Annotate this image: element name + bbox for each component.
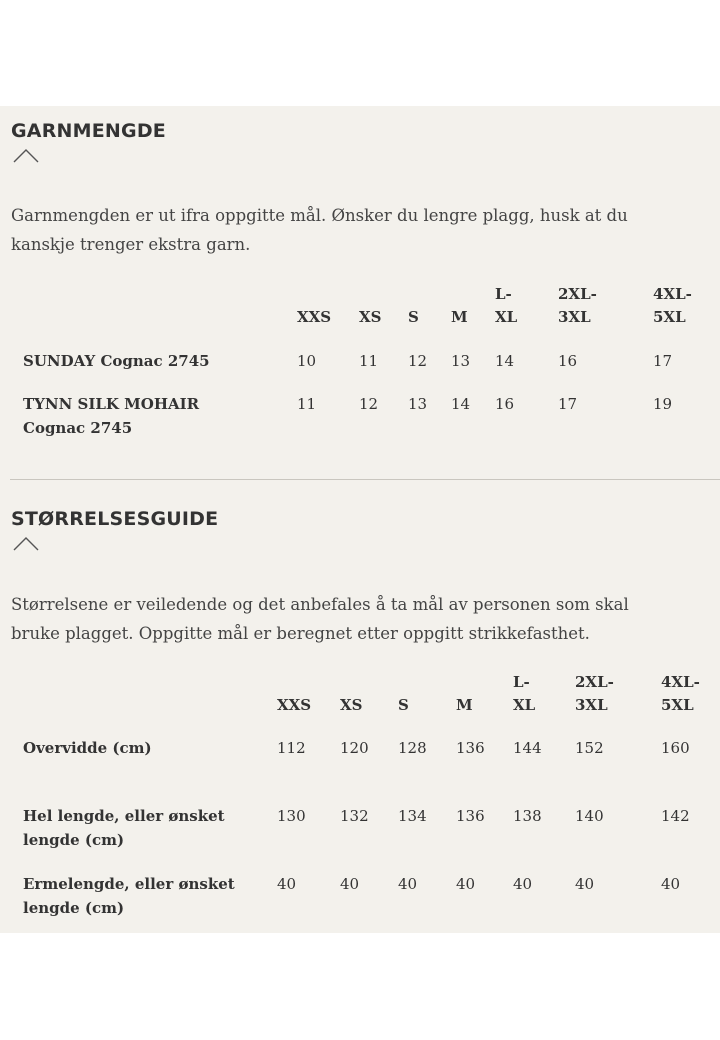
size-header: 4XL- bbox=[653, 285, 692, 303]
table-cell: 19 bbox=[653, 395, 673, 413]
table-cell: 40 bbox=[513, 875, 533, 893]
size-header: XXS bbox=[297, 308, 332, 326]
table-cell: 14 bbox=[495, 352, 515, 370]
row-label: Overvidde (cm) bbox=[23, 739, 152, 757]
sizeguide-description-line2: bruke plagget. Oppgitte mål er beregnet etter oppgitt strikkefasthet. bbox=[11, 624, 590, 643]
table-cell: 142 bbox=[661, 807, 690, 825]
table-cell: 160 bbox=[661, 739, 690, 757]
table-cell: 140 bbox=[575, 807, 604, 825]
table-cell: 11 bbox=[297, 395, 317, 413]
table-cell: 13 bbox=[451, 352, 471, 370]
table-cell: 130 bbox=[277, 807, 306, 825]
table-cell: 12 bbox=[359, 395, 379, 413]
chevron-up-icon[interactable] bbox=[12, 148, 40, 164]
size-header: XL bbox=[513, 696, 536, 714]
table-cell: 152 bbox=[575, 739, 604, 757]
table-cell: 40 bbox=[277, 875, 297, 893]
size-header: S bbox=[408, 308, 419, 326]
yarn-description-line1: Garnmengden er ut ifra oppgitte mål. Ønsker du lengre plagg, husk at du bbox=[11, 206, 628, 225]
table-cell: 120 bbox=[340, 739, 369, 757]
size-header: 5XL bbox=[653, 308, 686, 326]
row-label: lengde (cm) bbox=[23, 899, 125, 917]
size-header: 4XL- bbox=[661, 673, 700, 691]
row-label: Hel lengde, eller ønsket bbox=[23, 807, 225, 825]
table-cell: 144 bbox=[513, 739, 542, 757]
table-cell: 11 bbox=[359, 352, 379, 370]
section-divider bbox=[10, 479, 720, 480]
chevron-up-icon[interactable] bbox=[12, 536, 40, 552]
size-header: L- bbox=[513, 673, 530, 691]
size-header: XXS bbox=[277, 696, 312, 714]
table-cell: 10 bbox=[297, 352, 317, 370]
table-cell: 17 bbox=[558, 395, 578, 413]
table-cell: 136 bbox=[456, 739, 485, 757]
table-cell: 40 bbox=[456, 875, 476, 893]
table-cell: 134 bbox=[398, 807, 427, 825]
table-cell: 40 bbox=[661, 875, 681, 893]
size-header: XS bbox=[340, 696, 363, 714]
size-header: 3XL bbox=[558, 308, 591, 326]
table-cell: 40 bbox=[575, 875, 595, 893]
size-header: 5XL bbox=[661, 696, 694, 714]
table-cell: 136 bbox=[456, 807, 485, 825]
sizeguide-section-title[interactable]: STØRRELSESGUIDE bbox=[11, 508, 219, 530]
size-header: 3XL bbox=[575, 696, 608, 714]
size-header: L- bbox=[495, 285, 512, 303]
yarn-section-title[interactable]: GARNMENGDE bbox=[11, 120, 166, 142]
table-cell: 128 bbox=[398, 739, 427, 757]
size-header: XS bbox=[359, 308, 382, 326]
table-cell: 40 bbox=[398, 875, 418, 893]
table-cell: 16 bbox=[558, 352, 578, 370]
table-cell: 112 bbox=[277, 739, 306, 757]
row-label: SUNDAY Cognac 2745 bbox=[23, 352, 210, 370]
table-cell: 12 bbox=[408, 352, 428, 370]
size-header: XL bbox=[495, 308, 518, 326]
table-cell: 16 bbox=[495, 395, 515, 413]
size-header: M bbox=[451, 308, 468, 326]
table-cell: 132 bbox=[340, 807, 369, 825]
table-cell: 14 bbox=[451, 395, 471, 413]
table-cell: 17 bbox=[653, 352, 673, 370]
table-cell: 40 bbox=[340, 875, 360, 893]
size-header: M bbox=[456, 696, 473, 714]
yarn-description-line2: kanskje trenger ekstra garn. bbox=[11, 235, 251, 254]
size-header: 2XL- bbox=[575, 673, 614, 691]
row-label: Ermelengde, eller ønsket bbox=[23, 875, 235, 893]
size-header: S bbox=[398, 696, 409, 714]
table-cell: 138 bbox=[513, 807, 542, 825]
row-label: TYNN SILK MOHAIR bbox=[23, 395, 200, 413]
sizeguide-description-line1: Størrelsene er veiledende og det anbefales å ta mål av personen som skal bbox=[11, 595, 629, 614]
row-label: lengde (cm) bbox=[23, 831, 125, 849]
table-cell: 13 bbox=[408, 395, 428, 413]
row-label: Cognac 2745 bbox=[23, 419, 133, 437]
size-header: 2XL- bbox=[558, 285, 597, 303]
